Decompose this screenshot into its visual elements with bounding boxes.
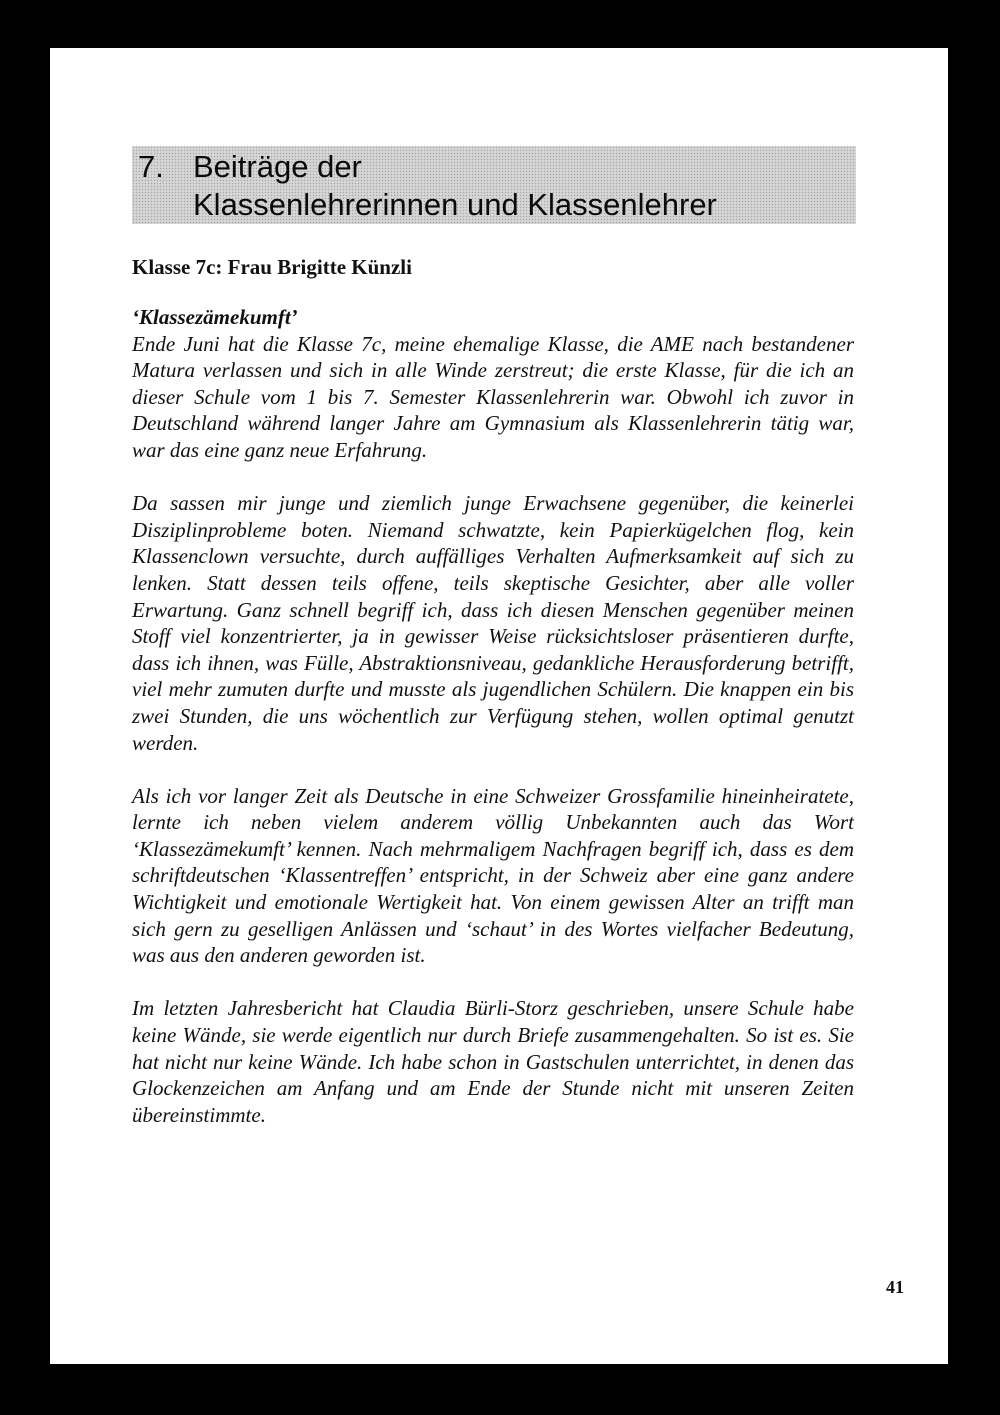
article-title: ‘Klassezämekumft’ xyxy=(132,305,298,329)
page-number: 41 xyxy=(886,1277,904,1297)
section-number: 7. xyxy=(138,149,164,184)
paragraph: Im letzten Jahresbericht hat Claudia Bürli-Storz geschrieben, unsere Schule habe keine Wände, sie werde eigentlich nur durch Briefe zusammengehalten. So ist es. Sie hat nicht nur keine Wände. Ich habe schon in Gastschulen unterrichtet, in denen das Glockenzeichen am Anfang und am Ende der Stunde nicht mit unseren Zeiten übereinstimmte. xyxy=(132,996,854,1127)
paragraph: Als ich vor langer Zeit als Deutsche in eine Schweizer Grossfamilie hineinheiratete, lernte ich neben vielem anderem völlig Unbekannten auch das Wort ‘Klassezämekumft’ kennen. Nach mehrmaligem Nachfragen begriff ich, dass es dem schriftdeutschen ‘Klassentreffen’ entspricht, in der Schweiz aber eine ganz andere Wichtigkeit und emotionale Wertigkeit hat. Von einem gewissen Alter an trifft man sich gern zu geselligen Anlässen und ‘schaut’ in des Wortes vielfacher Bedeutung, was aus den anderen geworden ist. xyxy=(132,783,854,968)
section-title-line-1: Beiträge der xyxy=(193,149,362,184)
paragraph: Ende Juni hat die Klasse 7c, meine ehemalige Klasse, die AME nach bestandener Matura verlassen und sich in alle Winde zerstreut; die erste Klasse, für die ich an dieser Schule vom 1 bis 7. Semester Klassenlehrerin war. Obwohl ich zuvor in Deutschland während langer Jahre am Gymnasium als Klassenlehrerin tätig war, war das eine ganz neue Erfahrung. xyxy=(132,331,854,462)
section-title-line-2: Klassenlehrerinnen und Klassenlehrer xyxy=(193,187,717,222)
paragraph: Da sassen mir junge und ziemlich junge Erwachsene gegenüber, die keinerlei Disziplinprobleme boten. Niemand schwatzte, kein Papierkügelchen flog, kein Klassenclown versuchte, durch auffälliges Verhalten Aufmerksamkeit auf sich zu lenken. Statt dessen teils offene, teils skeptische Gesichter, aber alle voller Erwartung. Ganz schnell begriff ich, dass ich diesen Menschen gegenüber meinen Stoff viel konzentrierter, ja in gewisser Weise rücksichtsloser präsentieren durfte, dass ich ihnen, was Fülle, Abstraktionsniveau, gedankliche Herausforderung betrifft, viel mehr zumuten durfte und musste als jugendlichen Schülern. Die knappen ein bis zwei Stunden, die uns wöchentlich zur Verfügung stehen, wollen optimal genutzt werden. xyxy=(132,491,854,755)
article-body xyxy=(132,304,854,1155)
class-heading: Klasse 7c: Frau Brigitte Künzli xyxy=(132,255,412,279)
section-heading-banner xyxy=(132,146,856,224)
document-page xyxy=(50,48,948,1364)
